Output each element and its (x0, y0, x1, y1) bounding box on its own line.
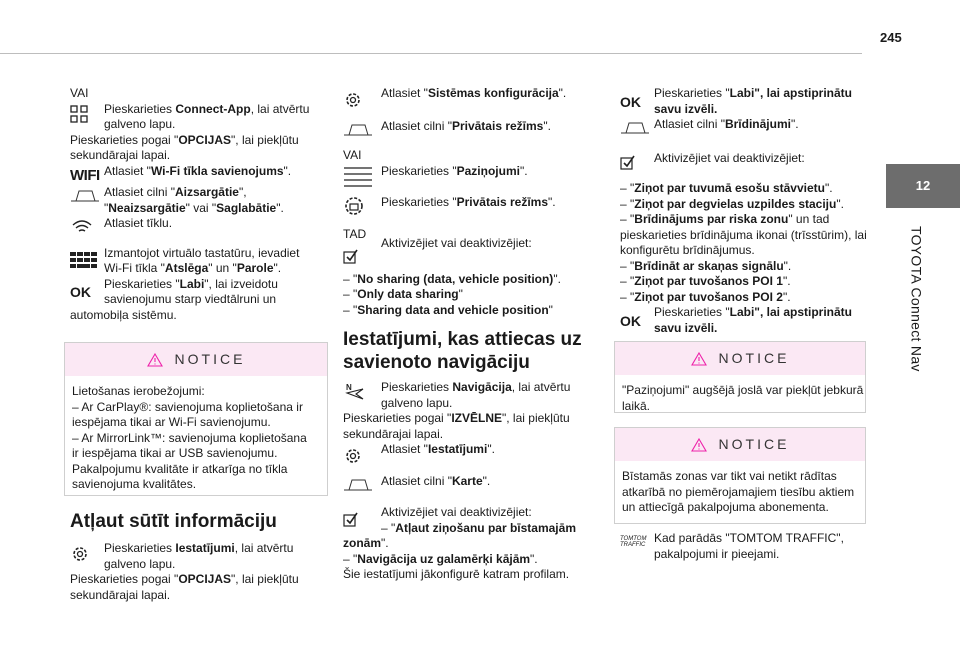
confirm-line-3: Pieskarieties "Labi", lai apstiprinātu (654, 305, 852, 319)
opcijas-b-line: Pieskarieties pogai "OPCIJAS", lai piekļūtu (70, 572, 299, 586)
sharing-option-2: – "Only data sharing" (343, 287, 463, 301)
settings-line-2: galveno lapu. (104, 556, 176, 571)
opcijas-line-2: sekundārajai lapai. (70, 148, 171, 162)
header-divider (0, 53, 862, 54)
tab-icon-2 (343, 123, 373, 137)
alert-fuel: – "Ziņot par degvielas uzpildes staciju". (620, 196, 844, 211)
notice-box-2 (614, 341, 866, 413)
danger-zone-line: – "Atļaut ziņošanu par bīstamajām (381, 520, 576, 535)
tomtom-line: Kad parādās "TOMTOM TRAFFIC", (654, 531, 844, 545)
sharing-option-3: – "Sharing data and vehicle position" (343, 302, 553, 317)
keyboard-icon (70, 252, 98, 270)
settings-select-line: Atlasiet "Iestatījumi". (381, 442, 495, 456)
alert-poi1: – "Ziņot par tuvošanos POI 1". (620, 274, 791, 288)
navigation-line: Pieskarieties Navigācija, lai atvērtu (381, 380, 571, 394)
tab-icon-4 (620, 121, 650, 135)
notice-title: NOTICE (174, 350, 246, 367)
svg-text:N: N (346, 383, 352, 392)
section-heading-nav-2: savienoto navigāciju (343, 352, 530, 373)
warning-icon-3 (691, 438, 707, 452)
ok-line-3: automobiļa sistēmu. (70, 307, 177, 322)
notice-title-2: NOTICE (718, 349, 790, 366)
column-2 (343, 86, 598, 583)
tab-icon-3 (343, 478, 373, 492)
alert-poi2: – "Ziņot par tuvošanos POI 2". (620, 289, 791, 304)
system-config-line: Atlasiet "Sistēmas konfigurācija". (381, 86, 567, 100)
menu-line: Pieskarieties pogai "IZVĒLNE", lai piekļūtu (343, 411, 570, 425)
ok-icon-2: OK (620, 94, 641, 110)
checkbox-icon (343, 248, 359, 264)
alert-risk-3: konfigurētu brīdinājumus. (620, 243, 755, 257)
confirm-line-2: savu izvēli. (654, 101, 718, 116)
keyboard-line: Izmantojot virtuālo tastatūru, ievadiet (104, 245, 300, 260)
section-heading-nav: Iestatījumi, kas attiecas uz (343, 329, 582, 350)
navigation-line-2: galveno lapu. (381, 395, 453, 410)
notice-body-2: "Paziņojumi" augšējā joslā var piekļūt jebkurā laikā. (622, 383, 864, 413)
notice-body-3: Bīstamās zonas var tikt vai netikt rādītas atkarībā no piemērojamajiem tiesību aktiem un attiecīgā pakalpojuma abonementa. (622, 469, 855, 514)
section-share (70, 510, 330, 603)
ok-icon-3: OK (620, 313, 641, 329)
sharing-option-1: – "No sharing (data, vehicle position)". (343, 271, 561, 286)
alert-risk-2: pieskarieties brīdinājuma ikonai (trīsstūrim), lai (620, 227, 867, 242)
map-tab-line: Atlasiet cilni "Karte". (381, 473, 491, 488)
network-list-icon (70, 218, 94, 234)
settings-line: Pieskarieties Iestatījumi, lai atvērtu (104, 541, 294, 555)
wifi-line: Atlasiet "Wi-Fi tīkla savienojums". (104, 163, 292, 178)
tomtom-section (620, 531, 865, 562)
notice-body: Lietošanas ierobežojumi: – Ar CarPlay®: savienojuma koplietošana ir iespējama tikai ar Wi-Fi savienojumu. – Ar MirrorLink™: savienojuma koplietošana ir iespējama tikai ar USB savienojumu. Pakalpojumu kvalitāte ir atkarīga no tīkla savienojuma kvalitātes. (72, 384, 307, 491)
tab-icon (70, 189, 100, 203)
protected-line-2: "Neaizsargātie" vai "Saglabātie". (104, 200, 284, 215)
wifi-icon: WIFI (70, 166, 100, 184)
notifications-icon (343, 166, 373, 188)
column-1 (70, 86, 328, 323)
warning-icon (147, 353, 163, 367)
opcijas-line: Pieskarieties pogai "OPCIJAS", lai piekļūtu (70, 132, 299, 147)
confirm-line: Pieskarieties "Labi", lai apstiprinātu (654, 86, 852, 100)
then-text: TAD (343, 226, 367, 241)
navigation-icon (343, 382, 365, 402)
profile-note: Šie iestatījumi jākonfigurē katram profilam. (343, 567, 570, 581)
notice-header-2 (615, 342, 865, 375)
connect-app-line-2: galveno lapu. (104, 117, 176, 131)
select-network-line: Atlasiet tīklu. (104, 216, 173, 230)
keyboard-line-2: Wi-Fi tīkla "Atslēga" un "Parole". (104, 261, 282, 275)
alert-sound: – "Brīdināt ar skaņas signālu". (620, 258, 792, 273)
tomtom-line-2: pakalpojumi ir pieejami. (654, 546, 780, 561)
column-3 (620, 86, 865, 336)
settings-gear-icon-3 (343, 446, 363, 466)
walk-nav-line: – "Navigācija uz galamērķi kājām". (343, 551, 538, 566)
notice-title-3: NOTICE (718, 435, 790, 452)
connect-app-line: Pieskarieties Connect-App, lai atvērtu (104, 101, 310, 116)
or-text: VAI (70, 86, 89, 100)
notifications-line: Pieskarieties "Paziņojumi". (381, 163, 528, 178)
toggle-line-3: Aktivizējiet vai deaktivizējiet: (654, 150, 805, 165)
alerts-tab-line: Atlasiet cilni "Brīdinājumi". (654, 117, 799, 131)
tomtom-traffic-icon: TOMTOM TRAFFIC (620, 536, 647, 548)
opcijas-b-line-2: sekundārajai lapai. (70, 587, 171, 602)
alert-risk: – "Brīdinājums par riska zonu" un tad (620, 212, 830, 226)
private-mode-line: Atlasiet cilni "Privātais režīms". (381, 118, 551, 133)
toggle-line-2: Aktivizējiet vai deaktivizējiet: (381, 505, 532, 519)
privacy-icon (343, 195, 365, 219)
toggle-line: Aktivizējiet vai deaktivizējiet: (381, 236, 532, 250)
checkbox-icon-2 (343, 511, 359, 527)
chapter-tab: 12 (886, 164, 960, 208)
ok-line: Pieskarieties "Labi", lai izveidotu (104, 276, 278, 291)
protected-line: Atlasiet cilni "Aizsargātie", (104, 185, 247, 199)
ok-icon: OK (70, 283, 91, 300)
chapter-title: TOYOTA Connect Nav (908, 226, 925, 372)
checkbox-icon-3 (620, 154, 636, 170)
alert-parking: – "Ziņot par tuvumā esošu stāvvietu". (620, 181, 833, 195)
settings-gear-icon (70, 544, 90, 564)
app-grid-icon (70, 105, 88, 123)
or-text-2: VAI (343, 148, 362, 162)
notice-header-3 (615, 428, 865, 461)
notice-header (65, 343, 327, 376)
settings-gear-icon-2 (343, 90, 363, 110)
private-mode-2-line: Pieskarieties "Privātais režīms". (381, 195, 556, 209)
notice-box (64, 342, 328, 496)
menu-line-2: sekundārajai lapai. (343, 426, 444, 441)
section-heading-share: Atļaut sūtīt informāciju (70, 511, 277, 532)
danger-zone-line-2: zonām". (343, 536, 389, 550)
page-number: 245 (880, 30, 902, 45)
ok-line-2: savienojumu starp viedtālruni un (104, 292, 277, 306)
notice-box-3 (614, 427, 866, 524)
warning-icon-2 (691, 352, 707, 366)
confirm-line-4: savu izvēli. (654, 320, 718, 335)
